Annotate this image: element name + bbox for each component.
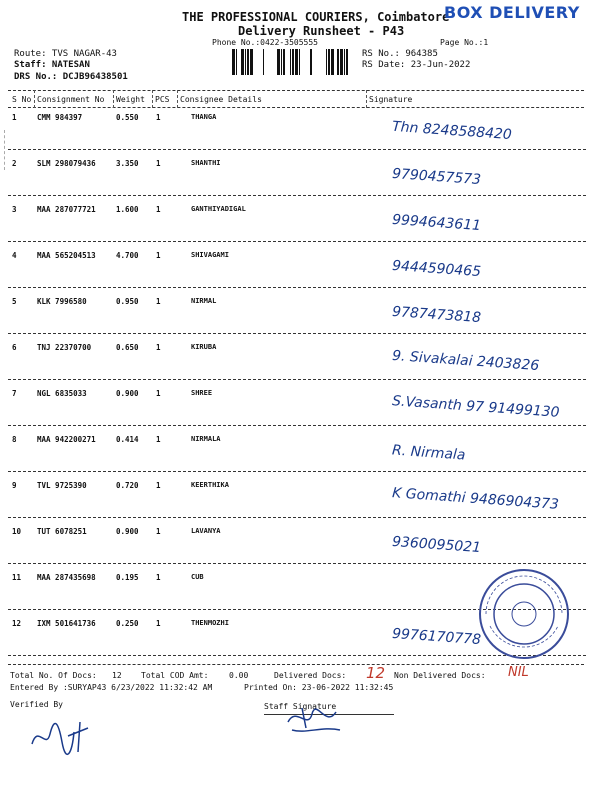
barcode-bar — [245, 49, 246, 75]
row-pcs: 1 — [156, 481, 161, 490]
row-pcs: 1 — [156, 435, 161, 444]
row-divider — [8, 517, 586, 518]
row-consignment: MAA 942200271 — [37, 435, 96, 444]
row-consignment: NGL 6835033 — [37, 389, 87, 398]
row-consignment: TUT 6078251 — [37, 527, 87, 536]
row-consignment: MAA 287077721 — [37, 205, 96, 214]
margin-mark — [4, 130, 5, 170]
verified-by-label: Verified By — [10, 700, 63, 709]
col-sno: S No — [12, 95, 32, 104]
row-consignment: TNJ 22370700 — [37, 343, 92, 352]
row-divider — [8, 563, 586, 564]
row-signature: R. Nirmala — [391, 442, 466, 464]
row-sno: 7 — [12, 389, 17, 398]
verifier-signature-icon — [28, 714, 98, 758]
row-pcs: 1 — [156, 159, 161, 168]
row-pcs: 1 — [156, 343, 161, 352]
row-pcs: 1 — [156, 113, 161, 122]
row-weight: 0.900 — [116, 527, 139, 536]
row-weight: 0.720 — [116, 481, 139, 490]
barcode-bar — [241, 49, 244, 75]
row-pcs: 1 — [156, 527, 161, 536]
barcode-bar — [236, 49, 237, 75]
col-signature: Signature — [369, 95, 413, 104]
row-signature: 9787473818 — [391, 303, 482, 327]
row-signature: S.Vasanth 97 91499130 — [391, 393, 561, 421]
row-signature: 9360095021 — [391, 533, 482, 557]
box-delivery-stamp: BOX DELIVERY — [444, 3, 580, 22]
staff-signature-icon — [282, 700, 352, 736]
barcode-bar — [299, 49, 300, 75]
barcode-bar — [344, 49, 345, 75]
col-separator — [177, 90, 178, 108]
rs-date: RS Date: 23-Jun-2022 — [362, 60, 471, 70]
barcode-bar — [340, 49, 343, 75]
barcode-bar — [346, 49, 348, 75]
row-pcs: 1 — [156, 573, 161, 582]
row-consignment: MAA 565204513 — [37, 251, 96, 260]
row-consignee-name: KIRUBA — [191, 343, 217, 351]
col-weight: Weight — [116, 95, 145, 104]
row-weight: 0.414 — [116, 435, 139, 444]
barcode-bar — [250, 49, 253, 75]
barcode-bar — [277, 49, 280, 75]
company-title: THE PROFESSIONAL COURIERS, Coimbatore — [182, 10, 450, 24]
divider — [8, 664, 584, 665]
row-signature: 9790457573 — [391, 165, 482, 189]
total-docs: 12 — [112, 671, 122, 680]
non-delivered-handwritten: NIL — [508, 665, 529, 680]
delivered-count-handwritten: 12 — [366, 664, 386, 682]
row-weight: 1.600 — [116, 205, 139, 214]
barcode-bar — [290, 49, 291, 75]
col-separator — [152, 90, 153, 108]
row-weight: 0.250 — [116, 619, 139, 628]
barcode-bar — [247, 49, 249, 75]
barcode-bar — [292, 49, 294, 75]
barcode-bar — [328, 49, 330, 75]
route-label: Route: TVS NAGAR-43 — [14, 49, 117, 59]
barcode-bar — [281, 49, 282, 75]
delivered-label: Delivered Docs: — [274, 671, 347, 680]
row-signature: K Gomathi 9486904373 — [391, 485, 560, 513]
col-separator — [113, 90, 114, 108]
row-divider — [8, 149, 586, 150]
row-divider — [8, 379, 586, 380]
row-sno: 8 — [12, 435, 17, 444]
row-consignment: KLK 7996580 — [37, 297, 87, 306]
total-docs-label: Total No. Of Docs: — [10, 671, 97, 680]
cod-amount: 0.00 — [229, 671, 249, 680]
row-consignment: TVL 9725390 — [37, 481, 87, 490]
row-consignment: MAA 287435698 — [37, 573, 96, 582]
page-number: Page No.:1 — [440, 38, 489, 47]
staff-signature-label: Staff Signature — [264, 702, 337, 711]
row-consignee-name: THENMOZHI — [191, 619, 229, 627]
row-consignee-name: KEERTHIKA — [191, 481, 229, 489]
row-consignee-name: CUB — [191, 573, 204, 581]
drs-number: DRS No.: DCJB96438501 — [14, 72, 128, 82]
row-weight: 0.900 — [116, 389, 139, 398]
col-separator — [366, 90, 367, 108]
barcode-bar — [263, 49, 264, 75]
row-pcs: 1 — [156, 389, 161, 398]
col-consignee-details: Consignee Details — [180, 95, 262, 104]
row-weight: 3.350 — [116, 159, 139, 168]
row-divider — [8, 333, 586, 334]
row-pcs: 1 — [156, 205, 161, 214]
col-separator — [34, 90, 35, 108]
non-delivered-label: Non Delivered Docs: — [394, 671, 486, 680]
row-consignee-name: NIRMAL — [191, 297, 217, 305]
row-pcs: 1 — [156, 619, 161, 628]
staff-label: Staff: NATESAN — [14, 60, 90, 70]
rs-number: RS No.: 964385 — [362, 49, 438, 59]
row-divider — [8, 425, 586, 426]
barcode-bar — [337, 49, 339, 75]
bank-seal-stamp-icon — [476, 566, 572, 662]
row-consignment: CMM 984397 — [37, 113, 83, 122]
row-weight: 0.550 — [116, 113, 139, 122]
divider — [8, 90, 584, 91]
barcode-bar — [283, 49, 285, 75]
row-signature: 9976170778 — [391, 625, 482, 649]
row-pcs: 1 — [156, 297, 161, 306]
row-divider — [8, 195, 586, 196]
row-sno: 11 — [12, 573, 22, 582]
phone-number: Phone No.:0422-3505555 — [212, 38, 318, 47]
row-consignee-name: LAVANYA — [191, 527, 221, 535]
row-weight: 4.700 — [116, 251, 139, 260]
row-sno: 4 — [12, 251, 17, 260]
row-sno: 6 — [12, 343, 17, 352]
row-weight: 0.195 — [116, 573, 139, 582]
row-consignee-name: THANGA — [191, 113, 217, 121]
row-consignee-name: NIRMALA — [191, 435, 221, 443]
row-sno: 1 — [12, 113, 17, 122]
row-consignee-name: SHIVAGAMI — [191, 251, 229, 259]
row-sno: 10 — [12, 527, 22, 536]
col-consignment: Consignment No — [37, 95, 105, 104]
barcode-bar — [326, 49, 327, 75]
row-signature: 9. Sivakalai 2403826 — [391, 347, 540, 375]
row-consignee-name: SHANTHI — [191, 159, 221, 167]
row-sno: 12 — [12, 619, 22, 628]
row-consignee-name: GANTHIYADIGAL — [191, 205, 246, 213]
barcode-bar — [295, 49, 298, 75]
divider — [8, 107, 584, 108]
row-signature: 9444590465 — [391, 257, 482, 281]
printed-on: Printed On: 23-06-2022 11:32:45 — [244, 683, 394, 692]
row-pcs: 1 — [156, 251, 161, 260]
cod-label: Total COD Amt: — [141, 671, 209, 680]
row-signature: Thn 8248588420 — [391, 118, 513, 144]
row-divider — [8, 287, 586, 288]
col-pcs: PCS — [155, 95, 170, 104]
row-consignee-name: SHREE — [191, 389, 213, 397]
row-sno: 2 — [12, 159, 17, 168]
row-sno: 5 — [12, 297, 17, 306]
row-consignment: IXM 501641736 — [37, 619, 96, 628]
barcode-bar — [310, 49, 312, 75]
row-consignment: SLM 298079436 — [37, 159, 96, 168]
row-weight: 0.650 — [116, 343, 139, 352]
row-signature: 9994643611 — [391, 211, 482, 235]
row-sno: 9 — [12, 481, 17, 490]
row-divider — [8, 241, 586, 242]
row-divider — [8, 471, 586, 472]
barcode-icon — [232, 49, 348, 75]
row-weight: 0.950 — [116, 297, 139, 306]
entered-by: Entered By :SURYAP43 6/23/2022 11:32:42 AM — [10, 683, 213, 692]
row-sno: 3 — [12, 205, 17, 214]
runsheet-title: Delivery Runsheet - P43 — [238, 24, 405, 38]
barcode-bar — [232, 49, 235, 75]
barcode-bar — [331, 49, 334, 75]
